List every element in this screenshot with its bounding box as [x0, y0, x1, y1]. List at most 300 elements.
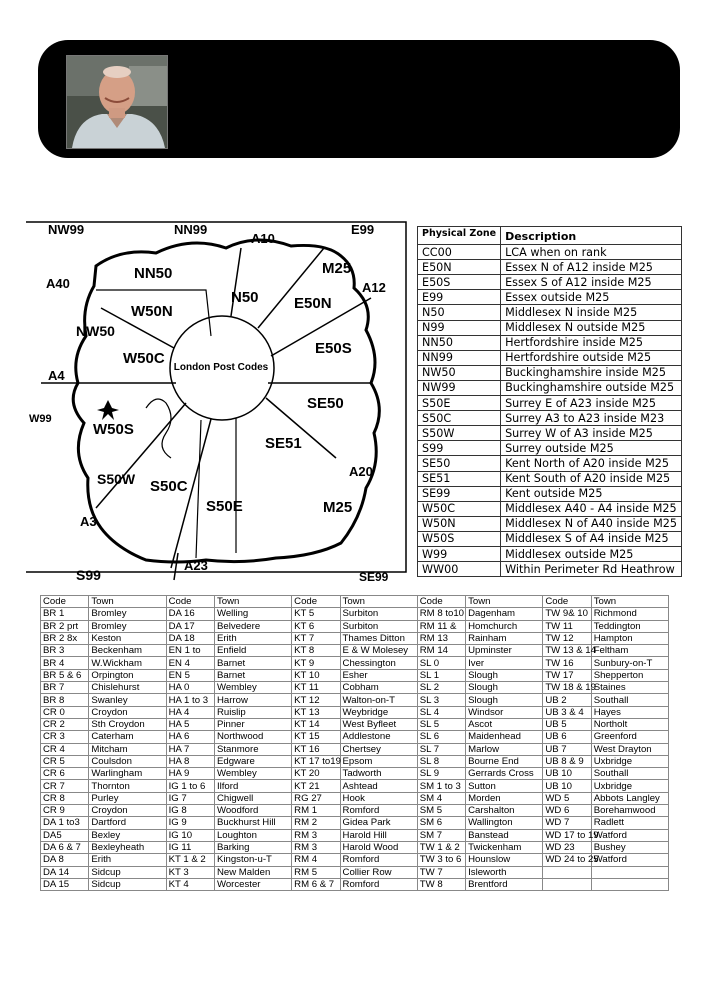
table-row [418, 411, 682, 426]
zone-description: Surrey A3 to A23 inside M23 [501, 411, 682, 426]
postcode-cell: TW 17 [543, 669, 591, 681]
table-row [418, 290, 682, 305]
zone-code: NW99 [418, 380, 501, 395]
zone-code: W50S [418, 531, 501, 546]
town-cell: Romford [340, 805, 417, 817]
map-label-nn50: NN50 [134, 265, 173, 282]
zone-header-description: Description [501, 227, 682, 245]
postcode-cell: DA5 [41, 829, 89, 841]
map-center-label: London Post Codes [173, 362, 269, 373]
town-cell: Barnet [214, 657, 291, 669]
town-cell: Uxbridge [591, 780, 668, 792]
postcode-cell: RM 5 [292, 866, 340, 878]
table-row [41, 669, 669, 681]
postcode-cell: KT 3 [166, 866, 214, 878]
postcode-cell: KT 5 [292, 608, 340, 620]
zone-code: NN50 [418, 335, 501, 350]
header-code: Code [41, 596, 89, 608]
header-code: Code [417, 596, 465, 608]
zone-description: Hertfordshire inside M25 [501, 335, 682, 350]
town-cell: Southall [591, 768, 668, 780]
town-cell: Chislehurst [89, 682, 166, 694]
town-cell: Southall [591, 694, 668, 706]
zone-description: Hertfordshire outside M25 [501, 350, 682, 365]
postcode-cell: TW 11 [543, 620, 591, 632]
table-row [418, 335, 682, 350]
zone-code: SE51 [418, 471, 501, 486]
town-cell: Bushey [591, 841, 668, 853]
map-label-s99: S99 [76, 567, 101, 583]
postcode-cell: IG 10 [166, 829, 214, 841]
postcode-cell: EN 5 [166, 669, 214, 681]
town-cell: Harold Hill [340, 829, 417, 841]
postcode-cell: SL 5 [417, 718, 465, 730]
town-cell: Weybridge [340, 706, 417, 718]
zone-code: W50N [418, 516, 501, 531]
table-row [418, 380, 682, 395]
town-cell: Esher [340, 669, 417, 681]
map-label-w50n: W50N [131, 303, 173, 320]
map-label-a10: A10 [251, 231, 275, 246]
header-town: Town [591, 596, 668, 608]
postcode-cell: KT 10 [292, 669, 340, 681]
town-cell: Tadworth [340, 768, 417, 780]
zone-description: Kent North of A20 inside M25 [501, 456, 682, 471]
postcode-cell: HA 0 [166, 682, 214, 694]
zone-code: S50C [418, 411, 501, 426]
header-town: Town [214, 596, 291, 608]
postcode-cell: KT 16 [292, 743, 340, 755]
table-row [418, 426, 682, 441]
postcode-cell: CR 6 [41, 768, 89, 780]
postcode-cell: DA 18 [166, 632, 214, 644]
town-cell: Gidea Park [340, 817, 417, 829]
postcode-cell: WD 7 [543, 817, 591, 829]
table-row [41, 743, 669, 755]
map-label-nw99: NW99 [48, 222, 85, 237]
table-row [418, 320, 682, 335]
zone-description: Middlesex A40 - A4 inside M25 [501, 501, 682, 516]
town-cell: Chigwell [214, 792, 291, 804]
table-row [41, 817, 669, 829]
zone-description: Surrey outside M25 [501, 441, 682, 456]
table-row [41, 829, 669, 841]
zone-description: Essex S of A12 inside M25 [501, 275, 682, 290]
town-cell [591, 866, 668, 878]
town-cell: Worcester [214, 878, 291, 890]
zone-code: W99 [418, 546, 501, 561]
map-label-a23: A23 [184, 558, 208, 573]
zone-description: Essex N of A12 inside M25 [501, 260, 682, 275]
postcode-cell: RG 27 [292, 792, 340, 804]
postcode-cell: KT 4 [166, 878, 214, 890]
table-row [41, 792, 669, 804]
map-label-w50s: W50S [93, 421, 134, 438]
postcode-cell: HA 1 to 3 [166, 694, 214, 706]
zone-code: N50 [418, 305, 501, 320]
postcode-cell: CR 2 [41, 718, 89, 730]
postcode-cell: SL 3 [417, 694, 465, 706]
zone-description: Middlesex N of A40 inside M25 [501, 516, 682, 531]
map-label-n50: N50 [231, 289, 259, 306]
postcode-cell: UB 6 [543, 731, 591, 743]
table-row [41, 657, 669, 669]
town-cell: Marlow [466, 743, 543, 755]
map-label-e50n: E50N [294, 295, 332, 312]
town-cell: Wembley [214, 682, 291, 694]
town-cell: Iver [466, 657, 543, 669]
town-cell: Bexley [89, 829, 166, 841]
town-cell: Borehamwood [591, 805, 668, 817]
zone-code: CC00 [418, 245, 501, 260]
postcode-cell: TW 1 & 2 [417, 841, 465, 853]
postcode-cell: UB 7 [543, 743, 591, 755]
town-cell: Purley [89, 792, 166, 804]
town-cell: Brentford [466, 878, 543, 890]
postcode-cell: BR 3 [41, 645, 89, 657]
person-photo-icon [67, 56, 167, 148]
town-cell: Watford [591, 829, 668, 841]
town-cell: Ashtead [340, 780, 417, 792]
postcode-cell [543, 866, 591, 878]
town-cell: Addlestone [340, 731, 417, 743]
town-cell: West Drayton [591, 743, 668, 755]
town-cell: Warlingham [89, 768, 166, 780]
town-cell: Orpington [89, 669, 166, 681]
postcode-cell: TW 3 to 6 [417, 854, 465, 866]
table-row [41, 632, 669, 644]
table-row [41, 608, 669, 620]
table-row [41, 768, 669, 780]
zone-code: SE50 [418, 456, 501, 471]
town-cell: Sutton [466, 780, 543, 792]
postcode-cell: TW 12 [543, 632, 591, 644]
profile-photo [66, 55, 168, 149]
zone-code: SE99 [418, 486, 501, 501]
table-row [418, 245, 682, 260]
town-cell: Thames Ditton [340, 632, 417, 644]
postcode-cell: UB 5 [543, 718, 591, 730]
table-row [41, 854, 669, 866]
zone-code: N99 [418, 320, 501, 335]
zone-code: NW50 [418, 365, 501, 380]
town-cell: Beckenham [89, 645, 166, 657]
header-town: Town [466, 596, 543, 608]
town-cell: Keston [89, 632, 166, 644]
airport-icon [97, 400, 119, 420]
town-cell: Harrow [214, 694, 291, 706]
postcode-cell: IG 9 [166, 817, 214, 829]
postcode-cell: CR 0 [41, 706, 89, 718]
table-row [41, 841, 669, 853]
zone-description: Essex outside M25 [501, 290, 682, 305]
postcode-cell: TW 16 [543, 657, 591, 669]
zone-description: Middlesex outside M25 [501, 546, 682, 561]
map-label-w99: W99 [29, 413, 52, 425]
map-label-nw50: NW50 [76, 323, 115, 339]
zone-description: Surrey W of A3 inside M25 [501, 426, 682, 441]
zone-code: S50W [418, 426, 501, 441]
postcode-cell: RM 3 [292, 829, 340, 841]
postcode-table-header [41, 596, 669, 608]
map-label-e99: E99 [351, 222, 375, 237]
postcode-cell: DA 8 [41, 854, 89, 866]
postcode-cell: SM 1 to 3 [417, 780, 465, 792]
postcode-cell: IG 7 [166, 792, 214, 804]
postcode-cell: RM 8 to10 [417, 608, 465, 620]
table-row [418, 396, 682, 411]
town-cell: E & W Molesey [340, 645, 417, 657]
town-cell: Maidenhead [466, 731, 543, 743]
town-cell: Slough [466, 694, 543, 706]
town-cell: West Byfleet [340, 718, 417, 730]
postcode-cell: BR 4 [41, 657, 89, 669]
town-cell: Woodford [214, 805, 291, 817]
town-cell: Abbots Langley [591, 792, 668, 804]
map-label-se51: SE51 [265, 435, 302, 452]
postcode-cell: KT 6 [292, 620, 340, 632]
postcode-cell: TW 9& 10 [543, 608, 591, 620]
town-cell: Uxbridge [591, 755, 668, 767]
postcode-cell: KT 9 [292, 657, 340, 669]
zone-code: S99 [418, 441, 501, 456]
town-cell: Watford [591, 854, 668, 866]
table-row [41, 694, 669, 706]
postcode-cell: KT 15 [292, 731, 340, 743]
header-town: Town [340, 596, 417, 608]
town-cell: Teddington [591, 620, 668, 632]
zone-table-header [418, 227, 682, 245]
town-cell: Carshalton [466, 805, 543, 817]
town-cell: Buckhurst Hill [214, 817, 291, 829]
postcode-cell: IG 11 [166, 841, 214, 853]
zone-code: E50N [418, 260, 501, 275]
town-cell: Chertsey [340, 743, 417, 755]
zone-code: NN99 [418, 350, 501, 365]
map-label-s50w: S50W [97, 471, 136, 487]
table-row [418, 305, 682, 320]
town-cell: Shepperton [591, 669, 668, 681]
table-row [41, 755, 669, 767]
zone-code: W50C [418, 501, 501, 516]
zone-description: Surrey E of A23 inside M25 [501, 396, 682, 411]
town-cell: Radlett [591, 817, 668, 829]
postcode-cell: BR 2 prt [41, 620, 89, 632]
town-cell: Caterham [89, 731, 166, 743]
postcode-cell: RM 13 [417, 632, 465, 644]
zone-code: E99 [418, 290, 501, 305]
town-cell: Homchurch [466, 620, 543, 632]
postcode-cell: BR 2 8x [41, 632, 89, 644]
town-cell: New Malden [214, 866, 291, 878]
postcode-cell: KT 21 [292, 780, 340, 792]
table-row [418, 562, 682, 577]
postcode-cell: BR 5 & 6 [41, 669, 89, 681]
town-cell: Epsom [340, 755, 417, 767]
town-cell: Wembley [214, 768, 291, 780]
town-cell: Windsor [466, 706, 543, 718]
postcode-cell: BR 8 [41, 694, 89, 706]
zone-map-svg [26, 208, 412, 588]
postcode-cell: UB 3 & 4 [543, 706, 591, 718]
postcode-cell: SM 5 [417, 805, 465, 817]
town-cell: Sidcup [89, 878, 166, 890]
map-label-m25-top: M25 [322, 260, 352, 277]
town-cell: W.Wickham [89, 657, 166, 669]
postcode-cell: UB 10 [543, 768, 591, 780]
header-code: Code [292, 596, 340, 608]
town-cell: Sth Croydon [89, 718, 166, 730]
postcode-table [40, 595, 669, 891]
town-cell: Sidcup [89, 866, 166, 878]
zone-description: LCA when on rank [501, 245, 682, 260]
zone-description: Within Perimeter Rd Heathrow [501, 562, 682, 577]
postcode-cell: RM 11 & [417, 620, 465, 632]
town-cell: Enfield [214, 645, 291, 657]
town-cell: Harold Wood [340, 841, 417, 853]
town-cell: Slough [466, 669, 543, 681]
town-cell: Hook [340, 792, 417, 804]
postcode-cell: TW 18 & 19 [543, 682, 591, 694]
postcode-cell: HA 7 [166, 743, 214, 755]
postcode-cell: CR 5 [41, 755, 89, 767]
map-label-w50c: W50C [123, 350, 165, 367]
town-cell: Bourne End [466, 755, 543, 767]
table-row [418, 531, 682, 546]
postcode-cell: DA 15 [41, 878, 89, 890]
map-label-se50: SE50 [307, 395, 344, 412]
postcode-cell: RM 14 [417, 645, 465, 657]
map-label-se99: SE99 [359, 570, 389, 584]
town-cell: Staines [591, 682, 668, 694]
postcode-cell: UB 8 & 9 [543, 755, 591, 767]
table-row [41, 620, 669, 632]
town-cell: Welling [214, 608, 291, 620]
postcode-cell: WD 24 to 25 [543, 854, 591, 866]
town-cell: Romford [340, 878, 417, 890]
town-cell: Slough [466, 682, 543, 694]
map-label-a3: A3 [80, 514, 97, 529]
town-cell: Bromley [89, 608, 166, 620]
postcode-cell: KT 20 [292, 768, 340, 780]
postcode-cell: WD 5 [543, 792, 591, 804]
postcode-cell: KT 14 [292, 718, 340, 730]
town-cell: Edgware [214, 755, 291, 767]
postcode-cell: KT 17 to19 [292, 755, 340, 767]
table-row [41, 780, 669, 792]
map-label-a12: A12 [362, 280, 386, 295]
map-label-nn99: NN99 [174, 222, 208, 237]
postcode-cell: DA 17 [166, 620, 214, 632]
zone-table [417, 226, 682, 577]
zone-header-zone: Physical Zone [418, 227, 501, 245]
map-label-e50s: E50S [315, 340, 352, 357]
town-cell: Mitcham [89, 743, 166, 755]
map-label-s50e: S50E [206, 498, 243, 515]
town-cell: Feltham [591, 645, 668, 657]
postcode-cell: SL 0 [417, 657, 465, 669]
postcode-cell: RM 1 [292, 805, 340, 817]
table-row [418, 486, 682, 501]
postcode-cell: HA 8 [166, 755, 214, 767]
header-code: Code [166, 596, 214, 608]
town-cell: Pinner [214, 718, 291, 730]
town-cell: Erith [214, 632, 291, 644]
postcode-cell: SM 6 [417, 817, 465, 829]
postcode-cell: CR 7 [41, 780, 89, 792]
table-row [418, 365, 682, 380]
zone-code: E50S [418, 275, 501, 290]
town-cell: Surbiton [340, 608, 417, 620]
table-row [418, 501, 682, 516]
zone-description: Buckinghamshire outside M25 [501, 380, 682, 395]
town-cell: Wallington [466, 817, 543, 829]
postcode-cell: UB 2 [543, 694, 591, 706]
town-cell: Stanmore [214, 743, 291, 755]
postcode-cell: WD 17 to 19 [543, 829, 591, 841]
town-cell: Swanley [89, 694, 166, 706]
postcode-cell: SM 7 [417, 829, 465, 841]
postcode-cell: BR 1 [41, 608, 89, 620]
town-cell: Isleworth [466, 866, 543, 878]
table-row [41, 682, 669, 694]
town-cell: Rainham [466, 632, 543, 644]
postcode-cell: TW 13 & 14 [543, 645, 591, 657]
postcode-cell: KT 1 & 2 [166, 854, 214, 866]
table-row [41, 706, 669, 718]
town-cell: Barking [214, 841, 291, 853]
town-cell: Hounslow [466, 854, 543, 866]
postcode-cell: SL 8 [417, 755, 465, 767]
town-cell: Dagenham [466, 608, 543, 620]
zone-description: Kent South of A20 inside M25 [501, 471, 682, 486]
map-label-a40: A40 [46, 276, 70, 291]
zone-code: WW00 [418, 562, 501, 577]
town-cell: Walton-on-T [340, 694, 417, 706]
postcode-cell: RM 6 & 7 [292, 878, 340, 890]
town-cell: Richmond [591, 608, 668, 620]
postcode-cell: DA 14 [41, 866, 89, 878]
town-cell: Collier Row [340, 866, 417, 878]
map-label-s50c: S50C [150, 478, 188, 495]
postcode-cell: CR 3 [41, 731, 89, 743]
header-code: Code [543, 596, 591, 608]
town-cell: Cobham [340, 682, 417, 694]
postcode-cell: TW 7 [417, 866, 465, 878]
town-cell: Erith [89, 854, 166, 866]
town-cell: Croydon [89, 805, 166, 817]
postcode-cell: BR 7 [41, 682, 89, 694]
postcode-cell: SL 1 [417, 669, 465, 681]
postcode-cell: UB 10 [543, 780, 591, 792]
postcode-cell: KT 8 [292, 645, 340, 657]
zone-description: Buckinghamshire inside M25 [501, 365, 682, 380]
postcode-cell: RM 2 [292, 817, 340, 829]
postcode-cell: DA 6 & 7 [41, 841, 89, 853]
table-row [418, 275, 682, 290]
map-label-a20: A20 [349, 464, 373, 479]
postcode-cell: EN 4 [166, 657, 214, 669]
postcode-cell: SL 9 [417, 768, 465, 780]
town-cell: Loughton [214, 829, 291, 841]
postcode-cell: DA 16 [166, 608, 214, 620]
zone-code: S50E [418, 396, 501, 411]
map-label-m25-bottom: M25 [323, 499, 353, 516]
town-cell [591, 878, 668, 890]
postcode-cell: CR 9 [41, 805, 89, 817]
town-cell: Banstead [466, 829, 543, 841]
header-town: Town [89, 596, 166, 608]
